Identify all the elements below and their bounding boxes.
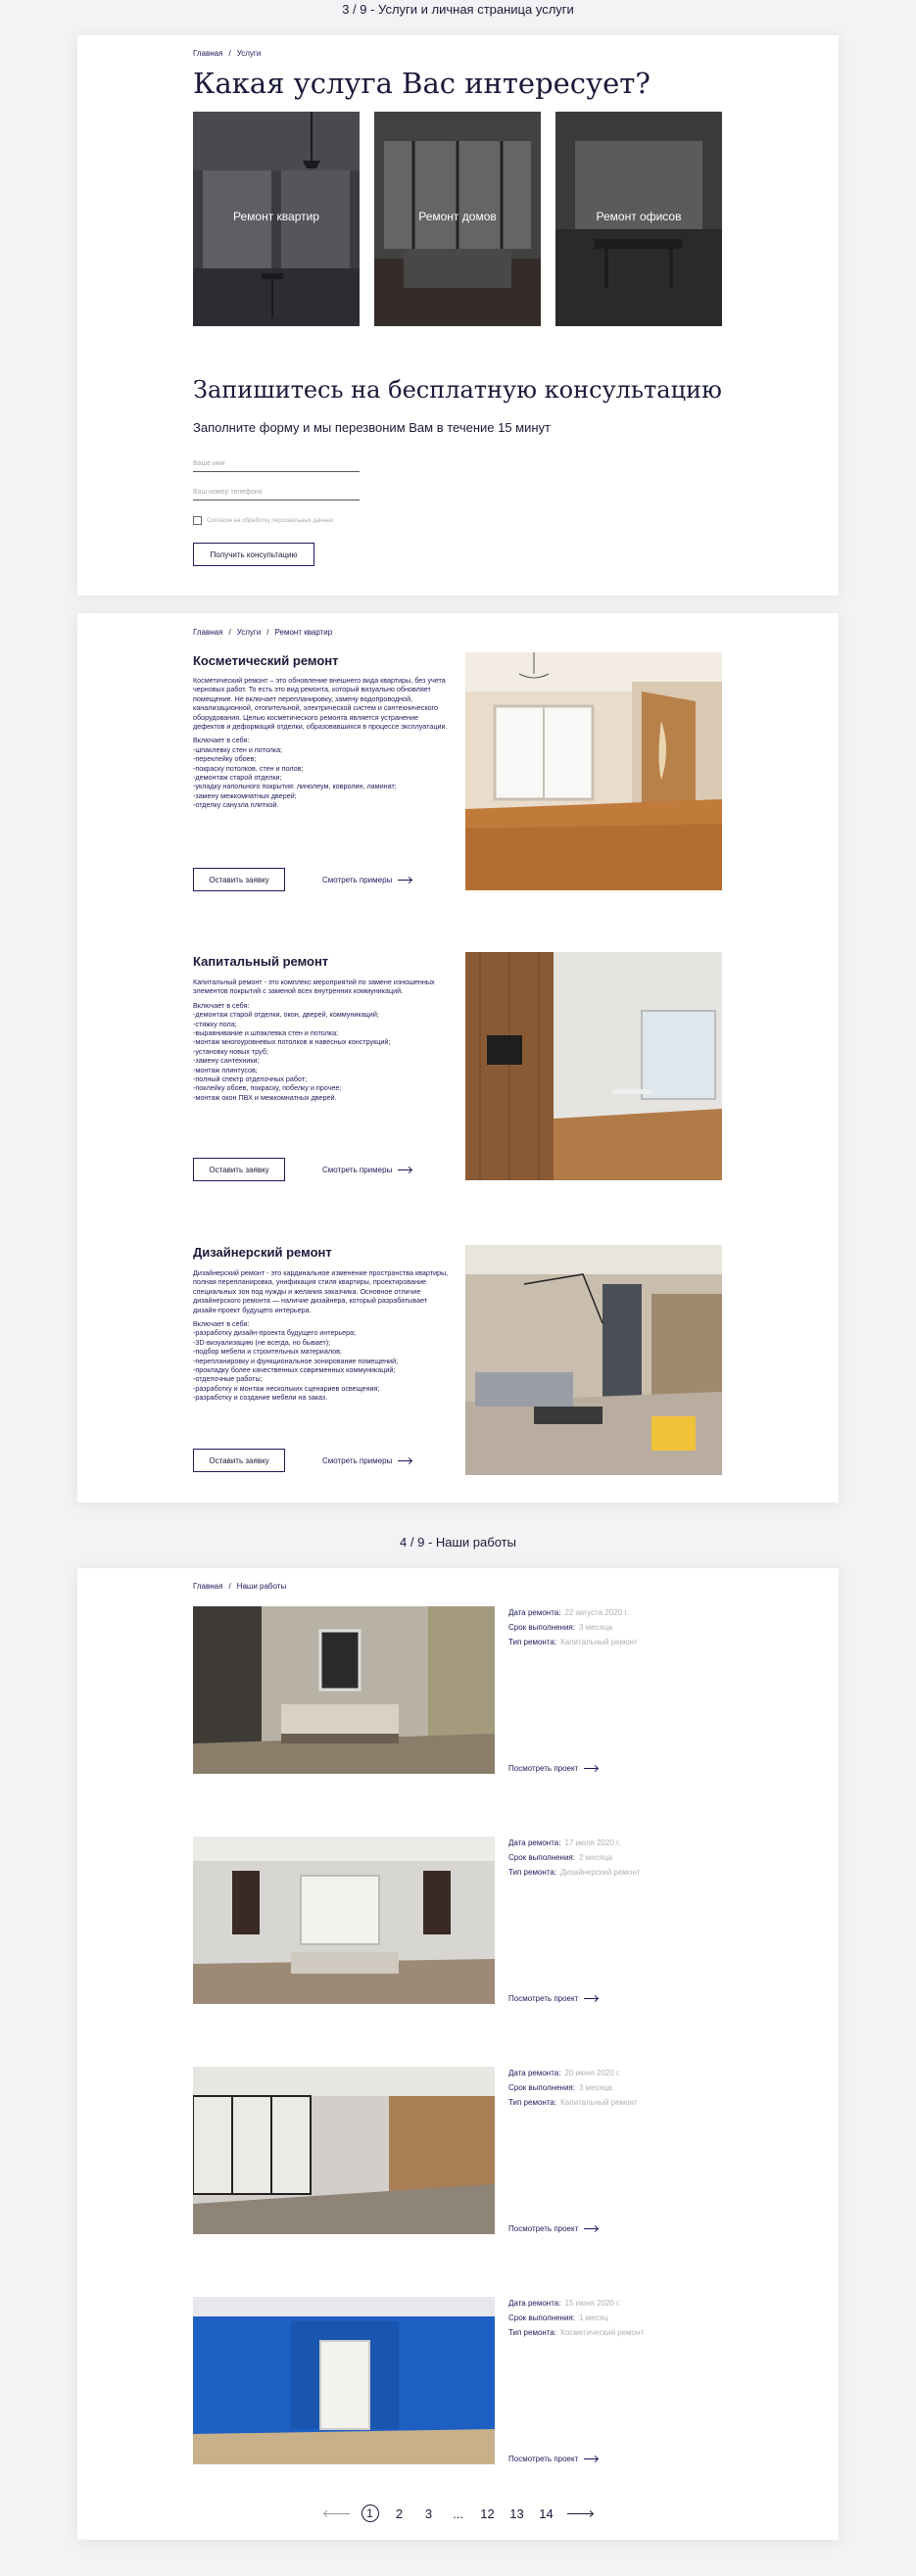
view-project-link[interactable]	[508, 2455, 598, 2463]
link-label: Посмотреть проект	[508, 1764, 579, 1773]
meta-value: Дизайнерский ремонт	[560, 1868, 641, 1877]
service-label: Ремонт домов	[418, 210, 497, 223]
meta-value: 3 месяца	[578, 1623, 612, 1632]
consent-checkbox[interactable]	[193, 516, 333, 525]
pagination-page[interactable]: 12	[480, 2505, 495, 2521]
meta-label: Тип ремонта:	[508, 1638, 557, 1646]
meta-label: Дата ремонта:	[508, 1838, 561, 1847]
arrow-right-icon	[398, 1460, 411, 1461]
cosmetic-repair-photo	[465, 652, 722, 890]
meta-label: Дата ремонта:	[508, 1608, 561, 1617]
meta-label: Тип ремонта:	[508, 2328, 557, 2337]
work-type	[508, 1635, 638, 1649]
work-date	[508, 1605, 638, 1620]
breadcrumb-home-link[interactable]: Главная	[193, 628, 223, 637]
breadcrumb-current[interactable]: Наши работы	[236, 1582, 287, 1591]
link-label: Смотреть примеры	[322, 1456, 393, 1465]
service-card-houses[interactable]	[374, 112, 541, 326]
meta-value: 1 месяц	[578, 2314, 608, 2322]
work-meta	[508, 2066, 638, 2110]
work-date	[508, 1836, 640, 1850]
pagination-page[interactable]: 2	[395, 2505, 404, 2521]
repair-includes: Включает в себя: -разработку дизайн-проекта будущего интерьера; -3D-визуализацию (не всегда, но бывает); -подбор мебели и строительных материалов; -перепланировку и функциональное зонирование помещений; -прокладку более качественных современных коммуникаций; -отделочные работы; -разработку и монтаж нескольких сценариев освещения; -разработку и создание мебели на заказ.	[193, 1319, 399, 1403]
repair-title: Дизайнерский ремонт	[193, 1245, 332, 1260]
arrow-right-icon	[584, 1998, 598, 1999]
repair-description	[193, 676, 450, 815]
service-label: Ремонт офисов	[596, 210, 682, 223]
arrow-right-icon	[584, 1768, 598, 1769]
order-button[interactable]: Оставить заявку	[193, 1158, 285, 1181]
work-photo[interactable]	[193, 2297, 495, 2464]
view-project-link[interactable]	[508, 1994, 598, 2003]
name-input[interactable]: Ваше имя	[193, 460, 360, 472]
works-card	[77, 1568, 839, 2540]
meta-value: Косметический ремонт	[560, 2328, 645, 2337]
work-date	[508, 2296, 644, 2311]
repair-description	[193, 978, 450, 1107]
service-card-apartments[interactable]	[193, 112, 360, 326]
breadcrumb	[193, 49, 266, 58]
pagination	[0, 2504, 916, 2522]
meta-label: Срок выполнения:	[508, 2314, 575, 2322]
work-date	[508, 2066, 638, 2080]
work-meta	[508, 2296, 644, 2340]
meta-label: Дата ремонта:	[508, 2299, 561, 2308]
view-examples-link[interactable]	[322, 1456, 411, 1465]
meta-value: Капитальный ремонт	[560, 1638, 638, 1646]
work-photo[interactable]	[193, 1606, 495, 1774]
breadcrumb-separator: /	[228, 49, 231, 58]
meta-label: Срок выполнения:	[508, 1853, 575, 1862]
meta-value: 3 месяца	[578, 2083, 612, 2092]
breadcrumb-separator: /	[228, 628, 231, 637]
work-meta	[508, 1605, 638, 1649]
view-project-link[interactable]	[508, 1764, 598, 1773]
repair-title: Капитальный ремонт	[193, 954, 329, 969]
work-type	[508, 2325, 644, 2340]
form-title: Запишитесь на бесплатную консультацию	[193, 376, 722, 404]
repair-description	[193, 1268, 450, 1407]
services-card	[77, 35, 839, 596]
repair-intro: Косметический ремонт – это обновление внешнего вида квартиры, без учета черновых работ. То есть это вид ремонта, который визуально обновляет помещение. Не включает перепланировку, замену водопроводной, канализационной, отопительной, электрической систем и сантехнического оборудования. Целью косметического ремонта является устранение дефектов и деформаций отделки, образовавшихся в процессе эксплуатации.	[193, 676, 448, 732]
meta-label: Срок выполнения:	[508, 1623, 575, 1632]
meta-value: 2 месяца	[578, 1853, 612, 1862]
service-detail-card	[77, 613, 839, 1503]
link-label: Смотреть примеры	[322, 1166, 393, 1174]
work-photo[interactable]	[193, 2067, 495, 2234]
arrow-right-icon	[584, 2228, 598, 2229]
meta-value: 17 июля 2020 г.	[564, 1838, 621, 1847]
work-term	[508, 1620, 638, 1635]
work-type	[508, 1865, 640, 1880]
arrow-right-icon	[398, 880, 411, 881]
view-examples-link[interactable]	[322, 1166, 411, 1174]
breadcrumb-home-link[interactable]: Главная	[193, 49, 223, 58]
arrow-right-icon	[398, 1169, 411, 1170]
order-button[interactable]: Оставить заявку	[193, 868, 285, 891]
service-label: Ремонт квартир	[233, 210, 319, 223]
view-examples-link[interactable]	[322, 876, 411, 884]
breadcrumb	[193, 1582, 292, 1591]
meta-label: Срок выполнения:	[508, 2083, 575, 2092]
meta-label: Тип ремонта:	[508, 2098, 557, 2107]
repair-includes: Включает в себя: -демонтаж старой отделки, окон, дверей, коммуникаций; -стяжку пола; -выравнивание и шпаклевка стен и потолка; -монтаж многоуровневых потолков и навесных конструкций; -установку новых труб; -замену сантехники; -монтаж плинтусов; -полный спектр отделочных работ; -поклейку обоев, покраску, побелку и прочее; -монтаж окон ПВХ и межкомнатных дверей.	[193, 1000, 391, 1102]
breadcrumb-current[interactable]: Ремонт квартир	[274, 628, 333, 637]
repair-includes: Включает в себя: -шпаклевку стен и потолка; -переклейку обоев; -покраску потолков, стен и полов; -демонтаж старой отделки; -укладку напольного покрытия: линолеум, ковролин, ламинат; -замену межкомнатных дверей; -отделку санузла плиткой.	[193, 736, 397, 810]
breadcrumb-home-link[interactable]: Главная	[193, 1582, 223, 1591]
breadcrumb	[193, 628, 338, 637]
breadcrumb-current[interactable]: Услуги	[236, 49, 262, 58]
repair-title: Косметический ремонт	[193, 653, 339, 668]
designer-repair-photo	[465, 1245, 722, 1475]
arrow-right-icon	[584, 2458, 598, 2459]
get-consultation-button[interactable]: Получить консультацию	[193, 543, 314, 566]
checkbox-box[interactable]	[193, 516, 202, 525]
work-meta	[508, 1836, 640, 1880]
breadcrumb-separator: /	[266, 628, 269, 637]
phone-input[interactable]: Ваш номер телефона	[193, 489, 360, 501]
meta-value: 20 июня 2020 г.	[564, 2069, 621, 2077]
link-label: Посмотреть проект	[508, 2224, 579, 2233]
pagination-page[interactable]: 14	[539, 2505, 554, 2521]
meta-label: Дата ремонта:	[508, 2069, 561, 2077]
link-label: Посмотреть проект	[508, 2455, 579, 2463]
repair-intro: Дизайнерский ремонт - это кардинальное изменение пространства квартиры, полная перепланировка, унификация стиля квартиры, проектирование специальных зон под нужды и желания заказчика. Основное отличие дизайнерского ремонта — наличие дизайнера, который разрабатывает дизайн-проект будущего интерьера.	[193, 1268, 449, 1314]
meta-value: 22 августа 2020 г.	[564, 1608, 629, 1617]
section-label-services: 3 / 9 - Услуги и личная страница услуги	[342, 2, 574, 17]
pagination-page[interactable]: 13	[509, 2505, 524, 2521]
meta-label: Тип ремонта:	[508, 1868, 557, 1877]
pagination-prev-arrow-icon[interactable]	[324, 2513, 350, 2514]
form-subtitle: Заполните форму и мы перезвоним Вам в течение 15 минут	[193, 420, 552, 435]
service-card-offices[interactable]	[555, 112, 722, 326]
consent-label: Согласен на обработку персональных данных	[207, 517, 334, 524]
view-project-link[interactable]	[508, 2224, 598, 2233]
breadcrumb-services-link[interactable]: Услуги	[236, 628, 262, 637]
meta-value: Капитальный ремонт	[560, 2098, 638, 2107]
work-term	[508, 2311, 644, 2325]
link-label: Посмотреть проект	[508, 1994, 579, 2003]
meta-value: 15 июня 2020 г.	[564, 2299, 621, 2308]
repair-intro: Капитальный ремонт - это комплекс мероприятий по замене изношенных элементов покрытий с заменой всех внутренних коммуникаций.	[193, 978, 435, 996]
pagination-ellipsis: ...	[453, 2505, 463, 2521]
breadcrumb-separator: /	[228, 1582, 231, 1591]
section-label-works: 4 / 9 - Наши работы	[400, 1535, 516, 1550]
pagination-current-page[interactable]: 1	[362, 2504, 379, 2522]
work-term	[508, 2080, 638, 2095]
link-label: Смотреть примеры	[322, 876, 393, 884]
work-type	[508, 2095, 638, 2110]
page-title: Какая услуга Вас интересует?	[193, 67, 651, 100]
capital-repair-photo	[465, 952, 722, 1180]
work-photo[interactable]	[193, 1837, 495, 2004]
pagination-next-arrow-icon[interactable]	[567, 2513, 593, 2514]
work-term	[508, 1850, 640, 1865]
order-button[interactable]: Оставить заявку	[193, 1449, 285, 1472]
pagination-page[interactable]: 3	[424, 2505, 433, 2521]
